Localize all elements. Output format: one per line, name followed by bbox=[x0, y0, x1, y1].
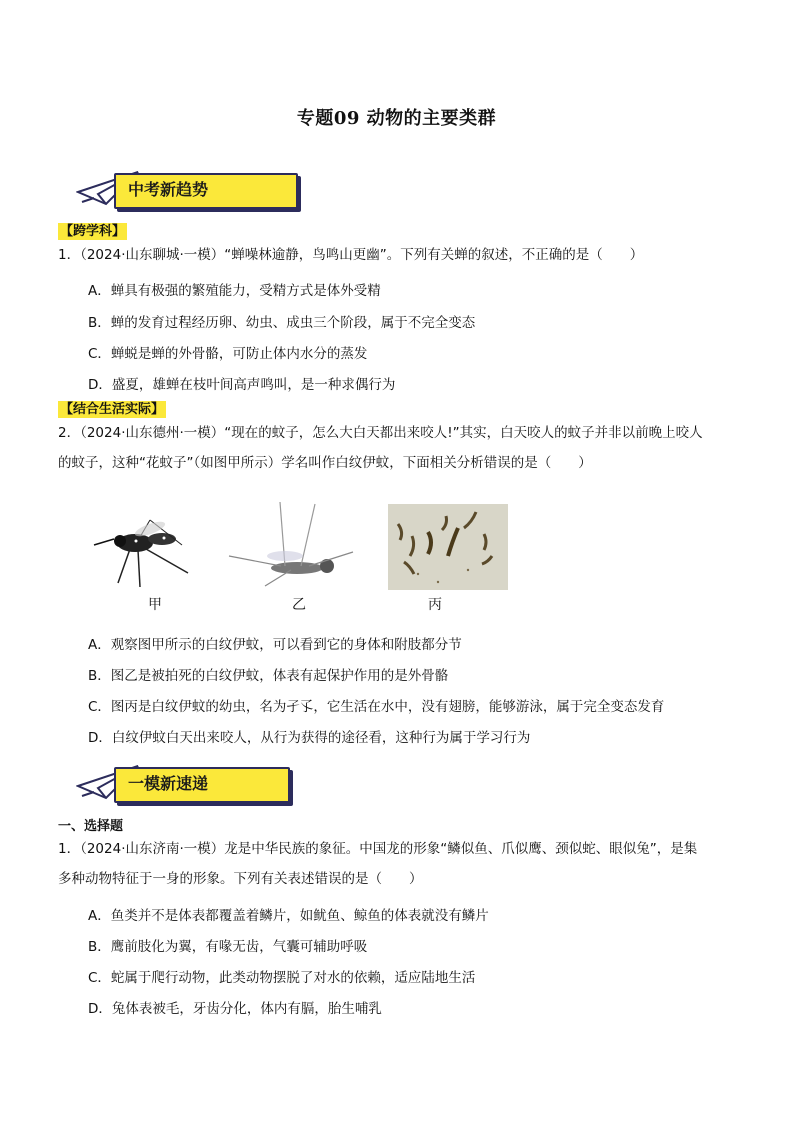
question-1-stem: 1．（2024·山东聊城·一模）“蝉噪林逾静，鸟鸣山更幽”。下列有关蝉的叙述，不正确的是（ ） bbox=[58, 247, 644, 263]
mosquito-figure-jia bbox=[90, 505, 200, 590]
tag-life: 【结合生活实际】 bbox=[60, 402, 165, 417]
banner-label: 一模新速递 bbox=[128, 774, 209, 793]
figure-caption-bing: 丙 bbox=[428, 597, 442, 613]
figure-caption-yi: 乙 bbox=[292, 597, 306, 613]
question-3-option-c: C．蛇属于爬行动物，此类动物摆脱了对水的依赖，适应陆地生活 bbox=[88, 970, 476, 986]
figure-caption-jia: 甲 bbox=[148, 597, 162, 613]
question-3-stem-line2: 多种动物特征于一身的形象。下列有关表述错误的是（ ） bbox=[58, 871, 423, 887]
banner-trend bbox=[76, 170, 316, 210]
question-3-option-d: D．兔体表被毛，牙齿分化，体内有膈，胎生哺乳 bbox=[88, 1001, 382, 1017]
question-3-option-a: A．鱼类并不是体表都覆盖着鳞片，如鱿鱼、鲸鱼的体表就没有鳞片 bbox=[88, 908, 489, 924]
section-title: 一、选择题 bbox=[58, 819, 124, 834]
question-2-option-a: A．观察图甲所示的白纹伊蚊，可以看到它的身体和附肢都分节 bbox=[88, 637, 462, 653]
question-1-option-d: D．盛夏，雄蝉在枝叶间高声鸣叫，是一种求偶行为 bbox=[88, 377, 396, 393]
banner-label: 中考新趋势 bbox=[128, 180, 209, 199]
question-3-option-b: B．鹰前肢化为翼，有喙无齿，气囊可辅助呼吸 bbox=[88, 939, 368, 955]
question-2-option-b: B．图乙是被拍死的白纹伊蚊，体表有起保护作用的是外骨骼 bbox=[88, 668, 449, 684]
tag-cross: 【跨学科】 bbox=[60, 224, 126, 239]
banner-mock bbox=[76, 764, 316, 804]
question-3-stem-line1: 1．（2024·山东济南·一模）龙是中华民族的象征。中国龙的形象“鳞似鱼、爪似鹰、颈似蛇、眼似兔”，是集 bbox=[58, 841, 698, 857]
page-title: 专题09 动物的主要类群 bbox=[296, 108, 497, 129]
question-2-option-c: C．图丙是白纹伊蚊的幼虫，名为孑孓，它生活在水中，没有翅膀，能够游泳，属于完全变态发育 bbox=[88, 699, 665, 715]
larva-figure-bing bbox=[388, 504, 508, 590]
question-2-option-d: D．白纹伊蚊白天出来咬人，从行为获得的途径看，这种行为属于学习行为 bbox=[88, 730, 531, 746]
question-1-option-b: B．蝉的发育过程经历卵、幼虫、成虫三个阶段，属于不完全变态 bbox=[88, 315, 476, 331]
mosquito-figure-yi bbox=[225, 500, 355, 590]
question-1-option-c: C．蝉蜕是蝉的外骨骼，可防止体内水分的蒸发 bbox=[88, 346, 368, 362]
question-1-option-a: A．蝉具有极强的繁殖能力，受精方式是体外受精 bbox=[88, 283, 381, 299]
question-2-stem-line2: 的蚊子，这种“花蚊子”（如图甲所示）学名叫作白纹伊蚊，下面相关分析错误的是（ ） bbox=[58, 455, 592, 471]
question-2-stem-line1: 2．（2024·山东德州·一模）“现在的蚊子，怎么大白天都出来咬人!”其实，白天咬人的蚊子并非以前晚上咬人 bbox=[58, 425, 703, 441]
